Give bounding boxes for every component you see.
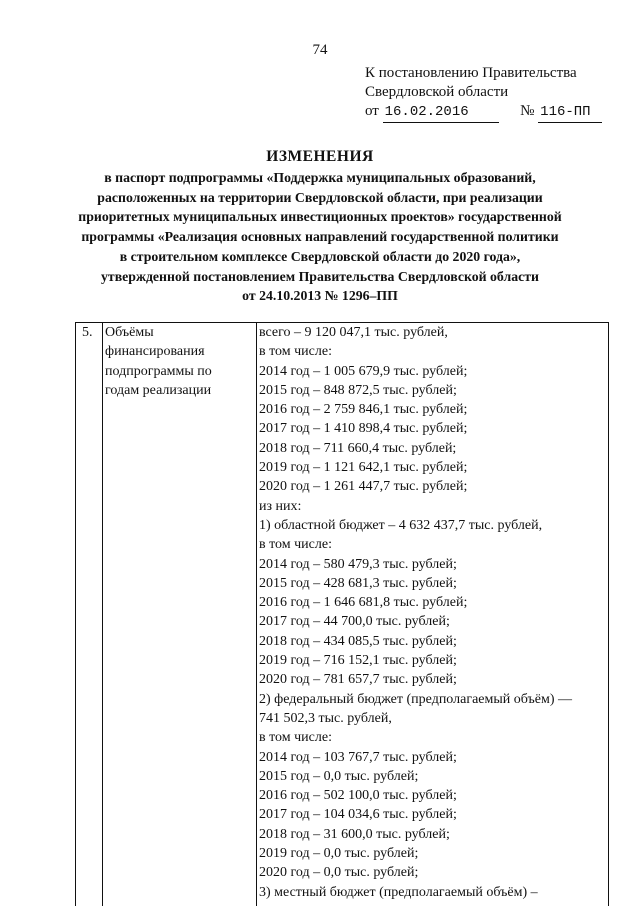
value-line: 2014 год – 580 479,3 тыс. рублей; [259,556,457,572]
value-line: 2015 год – 428 681,3 тыс. рублей; [259,575,457,591]
value-line: 2019 год – 1 121 642,1 тыс. рублей; [259,460,468,476]
value-line: 2019 год – 716 152,1 тыс. рублей; [259,653,457,669]
resolution-date: 16.02.2016 [383,103,499,123]
row-name-line: Объёмы [105,325,154,340]
row-name-column [103,323,257,906]
value-line: 2015 год – 0,0 тыс. рублей; [259,768,419,784]
row-value-column [257,323,608,906]
document-subheading [60,168,580,306]
appendix-block [365,64,625,123]
value-line: 2017 год – 104 034,6 тыс. рублей; [259,807,457,823]
subheading-line: в паспорт подпрограммы «Поддержка муниципальных образований, [104,170,536,185]
value-line: 2018 год – 711 660,4 тыс. рублей; [259,440,457,456]
row-number-column [76,323,103,906]
value-line: всего – 9 120 047,1 тыс. рублей, [259,325,448,340]
value-line: 3) местный бюджет (предполагаемый объём) – [259,884,538,900]
date-prefix: от [365,103,379,119]
value-line: 2016 год – 2 759 846,1 тыс. рублей; [259,402,468,418]
value-line: 1) областной бюджет – 4 632 437,7 тыс. рублей, [259,517,543,533]
value-line: 2020 год – 1 261 447,7 тыс. рублей; [259,479,468,495]
value-line: 741 502,3 тыс. рублей, [259,710,392,726]
value-line: в том числе: [259,344,332,360]
row-name-line: финансирования [105,344,205,360]
row-name-line: подпрограммы по [105,363,212,379]
subheading-line: программы «Реализация основных направлений государственной политики [81,229,559,245]
value-line: 2018 год – 434 085,5 тыс. рублей; [259,633,457,649]
subheading-line: утвержденной постановлением Правительства Свердловской области [101,268,539,284]
subheading-line: в строительном комплексе Свердловской области до 2020 года», [119,248,521,264]
value-line: 2) федеральный бюджет (предполагаемый объём) — [259,691,573,707]
row-number: 5. [82,325,93,340]
subheading-line: приоритетных муниципальных инвестиционных проектов» государственной [78,209,562,225]
passport-table [75,322,609,906]
value-line: 2015 год – 848 872,5 тыс. рублей; [259,382,457,398]
row-name-line: годам реализации [105,382,212,398]
subheading-line: расположенных на территории Свердловской области, при реализации [97,189,543,205]
subheading-line: от 24.10.2013 № 1296–ПП [242,288,398,304]
value-line: 2017 год – 1 410 898,4 тыс. рублей; [259,421,468,437]
value-line: 2016 год – 502 100,0 тыс. рублей; [259,788,457,804]
value-line: в том числе: [259,537,332,553]
appendix-line-2: Свердловской области [365,84,509,100]
appendix-date-line [365,102,625,123]
document-heading: ИЗМЕНЕНИЯ [266,148,374,165]
number-prefix: № [520,103,535,119]
value-line: 2017 год – 44 700,0 тыс. рублей; [259,614,450,630]
resolution-number: 116-ПП [538,103,602,123]
value-line: 2018 год – 31 600,0 тыс. рублей; [259,826,450,842]
value-line: 2014 год – 103 767,7 тыс. рублей; [259,749,457,765]
value-line: из них: [259,498,302,514]
value-line: 2014 год – 1 005 679,9 тыс. рублей; [259,363,468,379]
value-line: в том числе: [259,730,332,746]
value-line: 2020 год – 781 657,7 тыс. рублей; [259,672,457,688]
page-number: 74 [312,42,328,58]
value-line: 2019 год – 0,0 тыс. рублей; [259,846,419,862]
value-line: 2020 год – 0,0 тыс. рублей; [259,865,419,881]
value-line: 2016 год – 1 646 681,8 тыс. рублей; [259,595,468,611]
appendix-line-1: К постановлению Правительства [365,65,577,81]
